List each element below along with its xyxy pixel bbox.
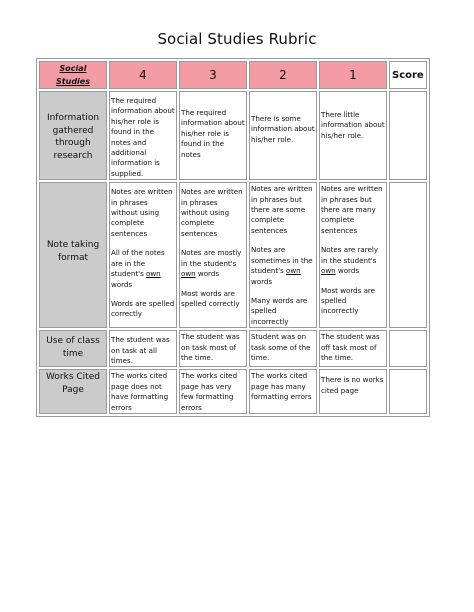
level-3-header: 3 xyxy=(179,61,247,89)
own-emphasis: own xyxy=(181,269,196,279)
level-2-header: 2 xyxy=(249,61,317,89)
page-title: Social Studies Rubric xyxy=(157,30,317,48)
cell-note-taking-2: Notes are written in phrases but there are some complete sentences Notes are sometimes in the student's own words Many words are spelled incorrectly xyxy=(249,182,317,328)
own-emphasis: own xyxy=(286,266,301,276)
criterion-note-taking: Note taking format xyxy=(39,182,107,328)
score-information[interactable] xyxy=(389,91,427,180)
cell-note-taking-4: Notes are written in phrases without using complete sentences All of the notes are in the student's own words Words are spelled correctly xyxy=(109,182,177,328)
cell-class-time-2: Student was on task some of the time. xyxy=(249,330,317,367)
subject-header: Social Studies xyxy=(39,61,107,89)
own-emphasis: own xyxy=(321,266,336,276)
criterion-class-time: Use of class time xyxy=(39,330,107,367)
score-header: Score xyxy=(389,61,427,89)
rubric-row-class-time xyxy=(39,330,427,367)
cell-information-2: There is some information about his/her role. xyxy=(249,91,317,180)
rubric-row-information xyxy=(39,91,427,180)
cell-information-3: The required information about his/her role is found in the notes xyxy=(179,91,247,180)
cell-class-time-1: The student was off task most of the time. xyxy=(319,330,387,367)
cell-class-time-3: The student was on task most of the time. xyxy=(179,330,247,367)
score-works-cited[interactable] xyxy=(389,369,427,414)
rubric-table xyxy=(36,58,430,417)
cell-works-cited-3: The works cited page has very few formatting errors xyxy=(179,369,247,414)
rubric-row-works-cited xyxy=(39,369,427,414)
cell-note-taking-1: Notes are written in phrases but there are many complete sentences Notes are rarely in the student's own words Most words are spelled incorrectly xyxy=(319,182,387,328)
cell-works-cited-4: The works cited page does not have formatting errors xyxy=(109,369,177,414)
cell-information-4: The required information about his/her role is found in the notes and additional information is supplied. xyxy=(109,91,177,180)
criterion-information: Information gathered through research xyxy=(39,91,107,180)
criterion-works-cited: Works Cited Page xyxy=(39,369,107,414)
cell-works-cited-1: There is no works cited page xyxy=(319,369,387,414)
own-emphasis: own xyxy=(146,269,161,279)
score-class-time[interactable] xyxy=(389,330,427,367)
cell-note-taking-3: Notes are written in phrases without using complete sentences Notes are mostly in the student's own words Most words are spelled correctly xyxy=(179,182,247,328)
header-row xyxy=(39,61,427,89)
cell-class-time-4: The student was on task at all times. xyxy=(109,330,177,367)
level-1-header: 1 xyxy=(319,61,387,89)
cell-works-cited-2: The works cited page has many formatting errors xyxy=(249,369,317,414)
rubric-row-note-taking xyxy=(39,182,427,328)
level-4-header: 4 xyxy=(109,61,177,89)
cell-information-1: There little information about his/her role. xyxy=(319,91,387,180)
score-note-taking[interactable] xyxy=(389,182,427,328)
